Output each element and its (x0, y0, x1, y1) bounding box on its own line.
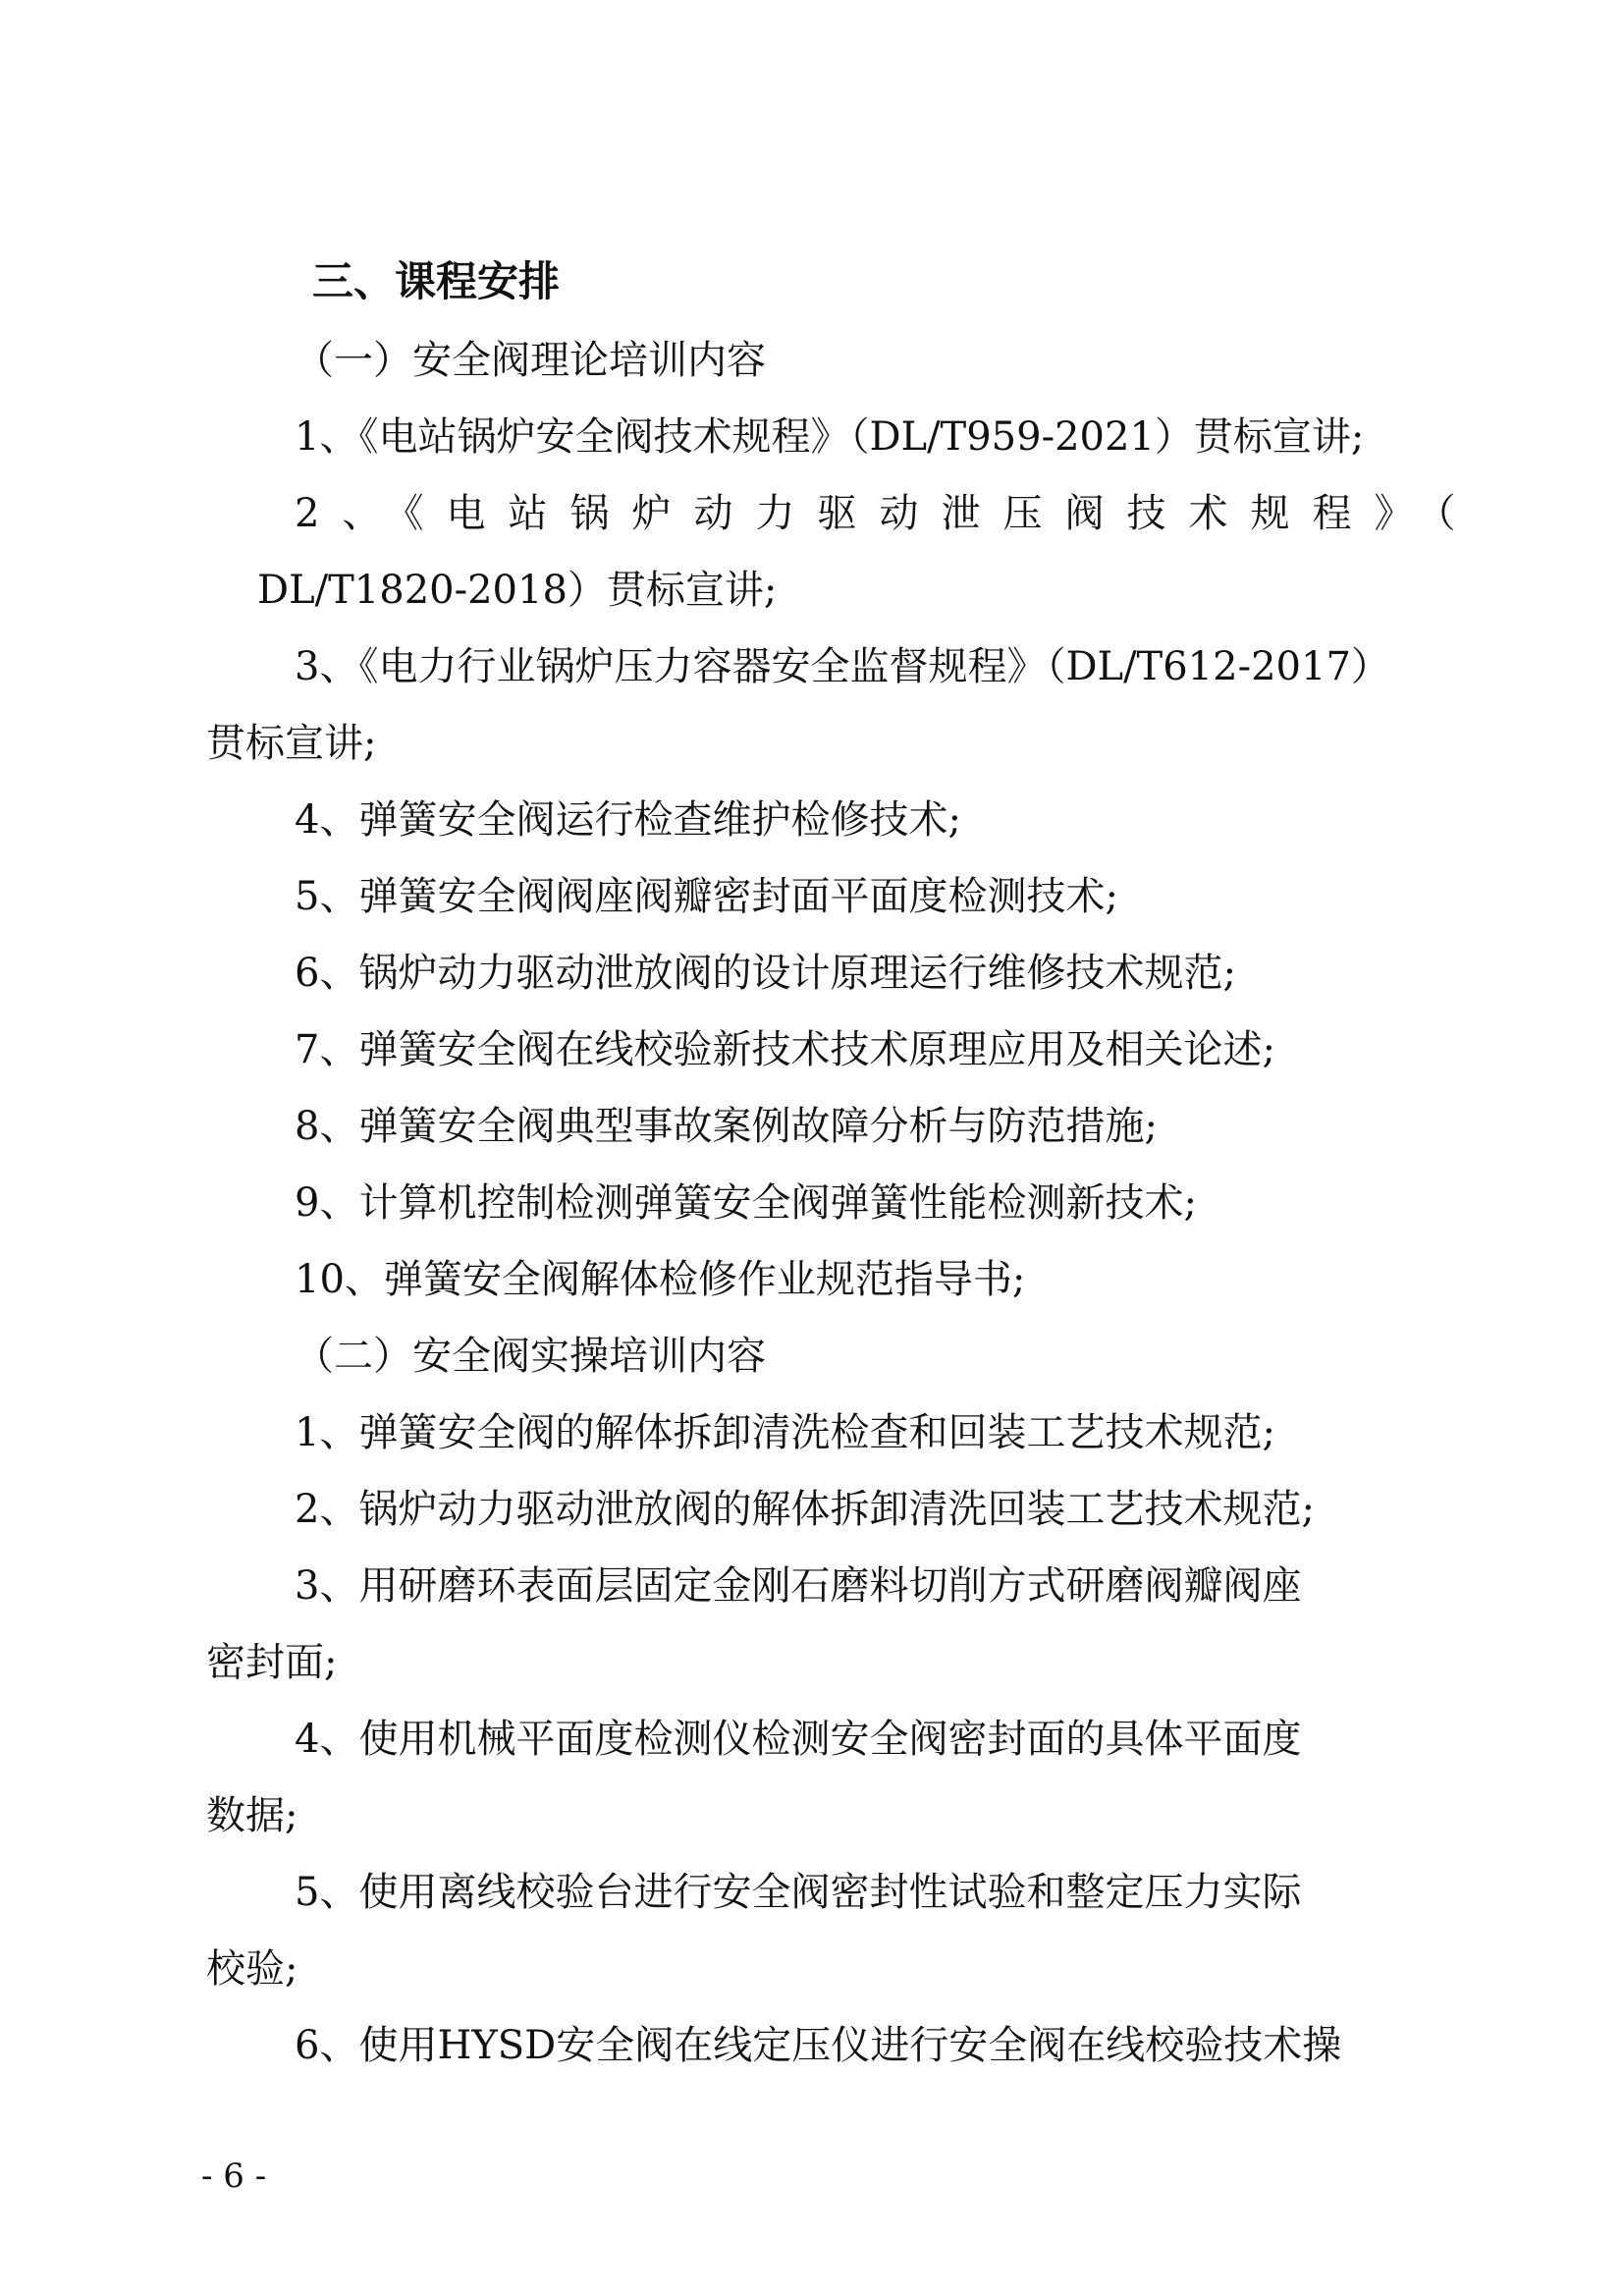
list-item: 8、弹簧安全阀典型事故案例故障分析与防范措施; (295, 1104, 1158, 1149)
list-item: 4、使用机械平面度检测仪检测安全阀密封面的具体平面度 (295, 1717, 1302, 1762)
section-heading: 三、课程安排 (312, 257, 561, 305)
list-item-continuation: 校验; (206, 1946, 298, 1992)
list-item: 2、锅炉动力驱动泄放阀的解体拆卸清洗回装工艺技术规范; (295, 1487, 1315, 1532)
list-item-continuation: DL/T1820-2018）贯标宣讲; (257, 568, 778, 613)
list-item: 3、《电力行业锅炉压力容器安全监督规程》（DL/T612-2017） (295, 644, 1390, 689)
list-item: 10、弹簧安全阀解体检修作业规范指导书; (295, 1257, 1026, 1302)
list-item: 4、弹簧安全阀运行检查维护检修技术; (295, 797, 961, 843)
list-item: 1、弹簧安全阀的解体拆卸清洗检查和回装工艺技术规范; (295, 1410, 1275, 1455)
page-number: - 6 - (201, 2157, 267, 2196)
list-item: 9、计算机控制检测弹簧安全阀弹簧性能检测新技术; (295, 1180, 1197, 1226)
list-item: 1、《电站锅炉安全阀技术规程》（DL/T959-2021）贯标宣讲; (295, 414, 1365, 460)
subsection-title-practice: （二）安全阀实操培训内容 (295, 1334, 766, 1379)
list-item: 2、《电站锅炉动力驱动泄压阀技术规程》（ (295, 491, 1479, 536)
list-item: 6、使用HYSD安全阀在线定压仪进行安全阀在线校验技术操 (295, 2023, 1342, 2068)
list-item: 3、用研磨环表面层固定金刚石磨料切削方式研磨阀瓣阀座 (295, 1563, 1302, 1609)
list-item-continuation: 密封面; (206, 1640, 338, 1685)
list-item-continuation: 贯标宣讲; (206, 721, 377, 766)
list-item: 7、弹簧安全阀在线校验新技术技术原理应用及相关论述; (295, 1027, 1275, 1072)
list-item: 5、弹簧安全阀阀座阀瓣密封面平面度检测技术; (295, 874, 1118, 919)
list-item: 6、锅炉动力驱动泄放阀的设计原理运行维修技术规范; (295, 951, 1236, 996)
list-item: 5、使用离线校验台进行安全阀密封性试验和整定压力实际 (295, 1870, 1302, 1915)
list-item-continuation: 数据; (206, 1793, 298, 1838)
subsection-title-theory: （一）安全阀理论培训内容 (295, 338, 766, 383)
